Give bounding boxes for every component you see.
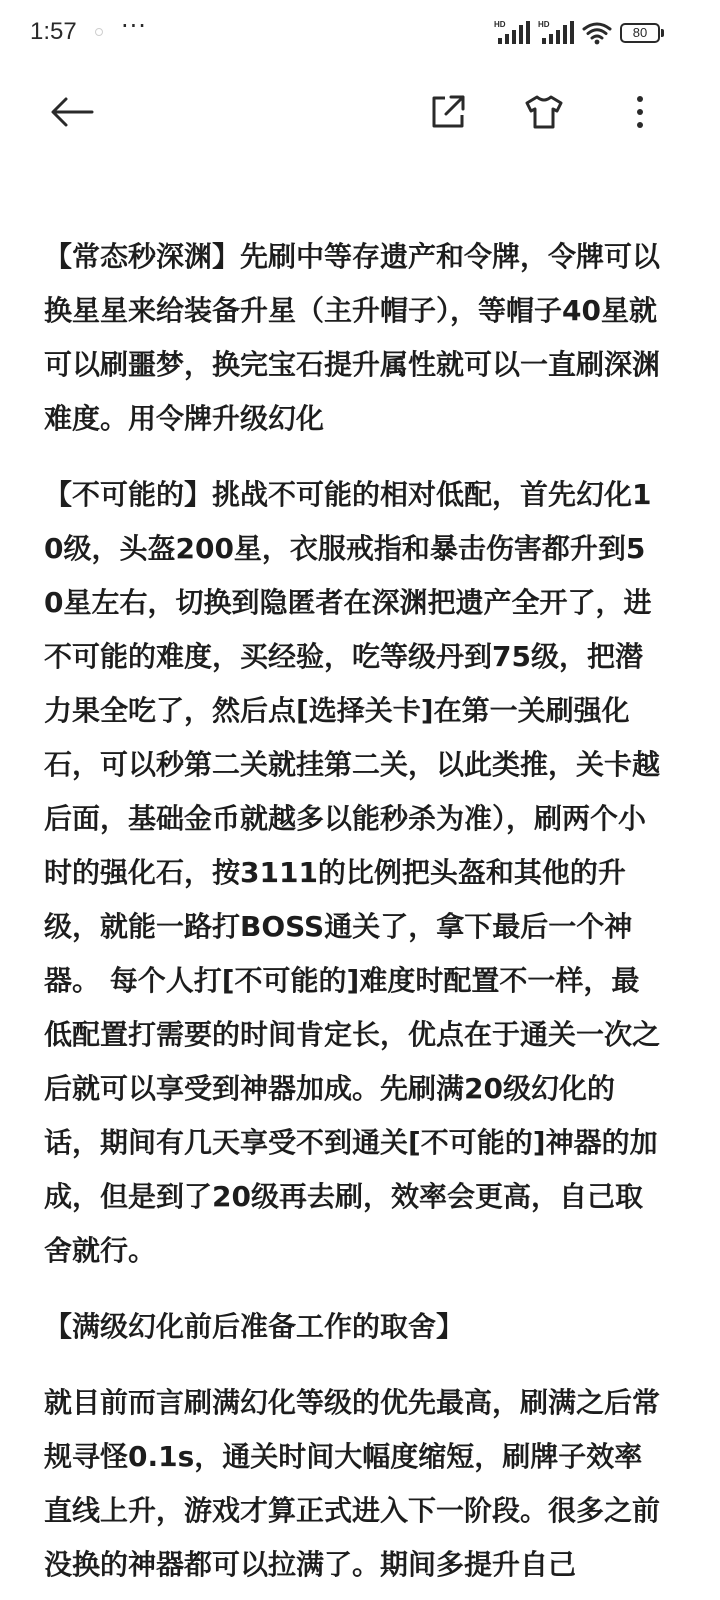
more-vertical-icon: [635, 94, 645, 130]
more-options-button[interactable]: [608, 72, 672, 152]
article-paragraph: 【常态秒深渊】先刷中等存遗产和令牌，令牌可以换星星来给装备升星（主升帽子），等帽子40星就可以刷噩梦，换完宝石提升属性就可以一直刷深渊难度。用令牌升级幻化: [44, 240, 661, 435]
signal-hd-icon: [494, 18, 530, 48]
status-bar: [0, 0, 720, 66]
status-icons: [494, 18, 664, 48]
theme-button[interactable]: [512, 72, 576, 152]
article-body: [44, 230, 664, 1592]
notification-dot-icon: [95, 28, 103, 36]
share-external-icon: [429, 93, 467, 131]
status-more-icon: ···: [121, 12, 147, 40]
share-button[interactable]: [416, 72, 480, 152]
shirt-icon: [524, 94, 564, 130]
top-toolbar: [0, 72, 720, 152]
signal-hd-icon: [538, 18, 574, 48]
signal-hd-label: HD: [538, 20, 550, 29]
status-time: 1:57: [30, 18, 77, 45]
back-arrow-icon: [50, 96, 94, 128]
signal-hd-label: HD: [494, 20, 506, 29]
article-paragraph: 【不可能的】挑战不可能的相对低配，首先幻化10级，头盔200星，衣服戒指和暴击伤害都升到50星左右，切换到隐匿者在深渊把遗产全开了，进不可能的难度，买经验，吃等级丹到75级，把潜力果全吃了，然后点[选择关卡]在第一关刷强化石，可以秒第二关就挂第二关，以此类推，关卡越后面，基础金币就越多以能秒杀为准），刷两个小时的强化石，按3111的比例把头盔和其他的升级，就能一路打BOSS通关了，拿下最后一个神器。 每个人打[不可能的]难度时配置不一样，最低配置打需要的时间肯定长，优点在于通关一次之后就可以享受到神器加成。先刷满20级幻化的话，期间有几天享受不到通关[不可能的]神器的加成，但是到了20级再去刷，效率会更高，自己取舍就行。: [44, 478, 661, 1267]
wifi-icon: [582, 21, 612, 45]
battery-level: 80: [632, 25, 648, 40]
back-button[interactable]: [40, 72, 104, 152]
battery-icon: [620, 23, 664, 43]
article-paragraph: 就目前而言刷满幻化等级的优先最高，刷满之后常规寻怪0.1s，通关时间大幅度缩短，刷牌子效率直线上升，游戏才算正式进入下一阶段。很多之前没换的神器都可以拉满了。期间多提升自己: [44, 1386, 661, 1581]
article-section-heading: 【满级幻化前后准备工作的取舍】: [44, 1310, 465, 1343]
